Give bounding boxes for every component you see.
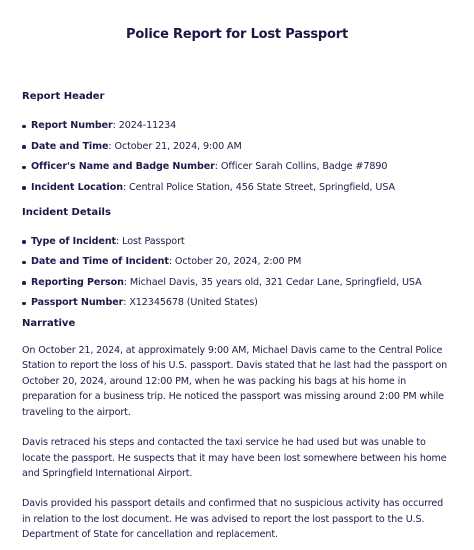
item-value: : X12345678 (United States)	[123, 297, 258, 308]
list-item-officer	[22, 161, 452, 173]
narrative-paragraph: Davis provided his passport details and confirmed that no suspicious activity has occurred in relation to the lost document. He was advised to report the lost passport to the U.S. Department of State for cancellation and replacement.	[22, 498, 444, 541]
item-value: : October 21, 2024, 9:00 AM	[108, 140, 242, 152]
item-label: Report Number	[31, 120, 113, 131]
item-value: : October 20, 2024, 2:00 PM	[168, 256, 302, 267]
narrative-paragraph: Davis retraced his steps and contacted the taxi service he had used but was unable to locate the passport. He suspects that it may have been lost somewhere between his home and Springfield International Airport.	[22, 436, 447, 480]
page-title: Police Report for Lost Passport	[126, 27, 348, 42]
section-heading-incident-details: Incident Details	[22, 206, 111, 218]
narrative-body	[22, 343, 452, 544]
item-label: Type of Incident	[31, 235, 117, 247]
item-label: Reporting Person	[31, 276, 124, 288]
item-value: : Officer Sarah Collins, Badge #7890	[214, 161, 388, 172]
item-value: : Michael Davis, 35 years old, 321 Cedar Lane, Springfield, USA	[123, 276, 422, 288]
list-item-incident-type	[22, 236, 452, 248]
section-heading-report-header: Report Header	[22, 91, 105, 102]
item-label: Passport Number	[31, 297, 124, 308]
list-item-date-time	[22, 141, 452, 153]
item-label: Incident Location	[31, 181, 123, 193]
narrative-paragraph: On October 21, 2024, at approximately 9:00 AM, Michael Davis came to the Central Police Station to report the loss of his U.S. passport. Davis stated that he last had the passport on October 20, 2024, around 12:00 PM, when he was packing his bags at his home in preparation for a business trip. He noticed the passport was missing around 2:00 PM while traveling to the airport.	[22, 344, 448, 418]
item-label: Date and Time of Incident	[31, 256, 169, 267]
item-value: : Lost Passport	[116, 235, 185, 247]
list-item-incident-location	[22, 182, 452, 194]
list-item-report-number	[22, 120, 452, 132]
item-value: : Central Police Station, 456 State Street, Springfield, USA	[122, 181, 395, 193]
list-item-incident-date-time	[22, 256, 452, 268]
item-value: : 2024-11234	[112, 120, 177, 131]
list-item-passport-number	[22, 297, 452, 309]
item-label: Officer's Name and Badge Number	[31, 161, 215, 172]
list-item-reporting-person	[22, 277, 452, 289]
section-heading-narrative: Narrative	[22, 317, 76, 329]
report-header-list	[22, 120, 452, 194]
item-label: Date and Time	[31, 140, 109, 152]
incident-details-list	[22, 236, 452, 310]
